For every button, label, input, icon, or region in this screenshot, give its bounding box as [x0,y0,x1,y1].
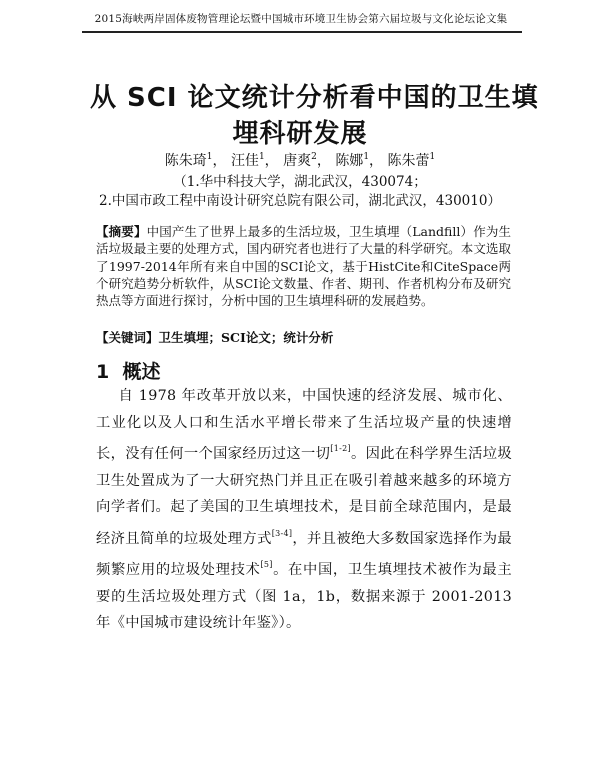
section-number: 1 [96,361,110,383]
paper-title-line-2: 埋科研发展 [232,119,368,149]
author: 唐爽$^2$， [283,152,331,169]
keywords-label: 【关键词】 [96,330,159,345]
affiliation-2: 2.中国市政工程中南设计研究总院有限公司，湖北武汉，430010） [99,193,501,209]
abstract-label: 【摘要】 [96,224,147,239]
citation: [5] [260,560,273,569]
author: 陈朱蕾$^1$ [387,152,436,169]
author: 陈朱琦$^1$， [164,152,227,169]
running-header: 2015海峡两岸固体废物管理论坛暨中国城市环境卫生协会第六届垃圾与文化论坛论文集 [94,13,508,25]
citation: [3-4] [271,528,293,538]
header-rule [82,31,522,33]
keywords-text: 卫生填埋；SCI论文；统计分析 [158,330,334,345]
keywords [96,328,511,346]
section-body: 自 1978 年改革开放以来，中国快速的经济发展、城市化、工业化以及人口和生活水平增长带来了生活垃圾产量的快速增长，没有任何一个国家经历过这一切[1-2]。因此在科学界生活垃圾卫生处置成为了一大研究热门并且正在吸引着越来越多的环境方向学者们。起了美国的卫生填埋技术，是目前全球范围内，是最经济且简单的垃圾处理方式[3-4]，并且被绝大多数国家选择作为最频繁应用的垃圾处理技术[5]。在中国，卫生填埋技术被作为最主要的生活垃圾处理方式（图 1a，1b，数据来源于 2001-2013 年《中国城市建设统计年鉴》）。 [96,388,512,631]
section-title-text: 概述 [122,361,161,383]
abstract-text: 中国产生了世界上最多的生活垃圾，卫生填埋（Landfill）作为生活垃圾最主要的处理方式，国内研究者也进行了大量的科学研究。本文选取了1997-2014年所有来自中国的SCI论文，基于HistCite和CiteSpace两个研究趋势分析软件，从SCI论文数量、作者、期刊、作者机构分布及研究热点等方面进行探讨，分析中国的卫生填埋科研的发展趋势。 [96,224,511,309]
affiliation-1: （1.华中科技大学，湖北武汉，430074； [173,174,427,190]
author-list [90,150,510,170]
section-heading [96,357,160,384]
paper-title-line-1: 从 SCI 论文统计分析看中国的卫生填 [90,83,539,113]
author: 陈娜$^1$， [335,152,384,169]
abstract [96,223,511,309]
author: 汪佳$^1$， [230,152,279,169]
citation: [1-2] [330,444,351,453]
